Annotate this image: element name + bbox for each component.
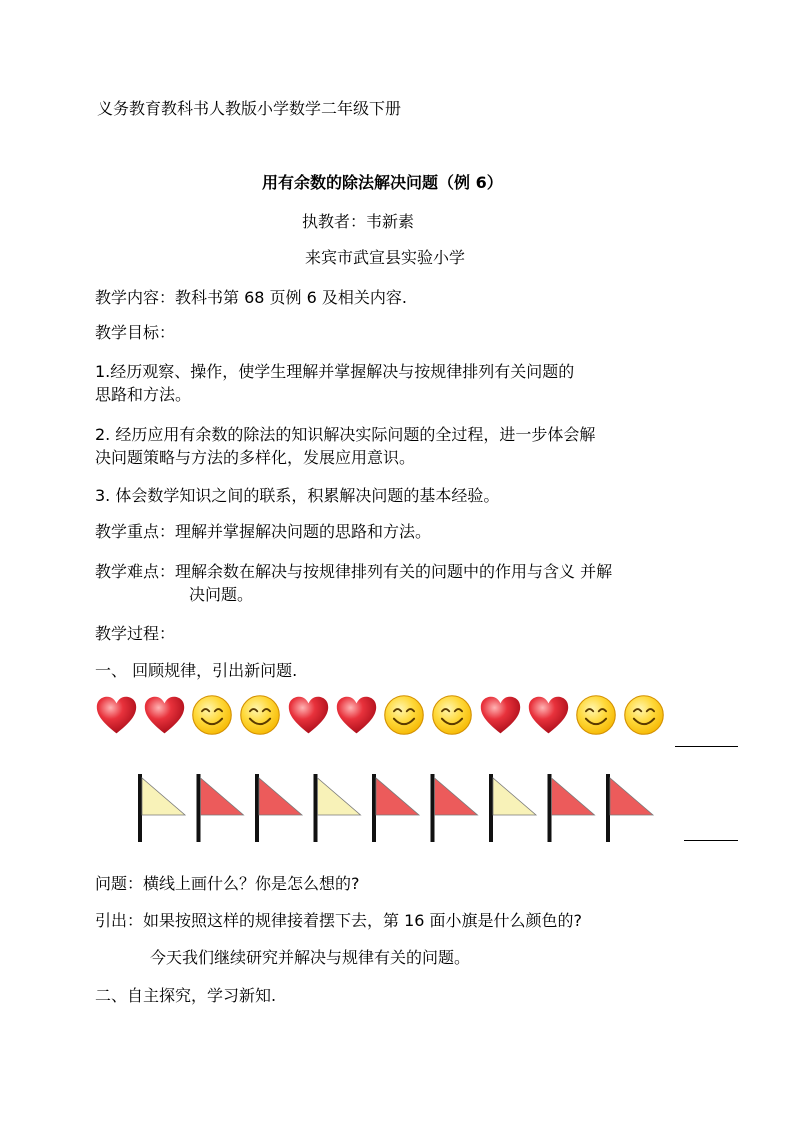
difficulty-line-2: 决问题。	[189, 585, 254, 604]
red-flag-icon	[372, 774, 419, 842]
section-1-heading: 一、 回顾规律，引出新问题.	[95, 661, 298, 680]
school-line: 来宾市武宣县实验小学	[305, 248, 466, 267]
smiley-icon	[238, 693, 286, 739]
heart-icon	[286, 693, 334, 739]
smiley-icon	[430, 693, 478, 739]
process-label: 教学过程：	[95, 624, 176, 643]
heart-icon	[142, 693, 190, 739]
smiley-icon	[382, 693, 430, 739]
teaching-content: 教学内容：教科书第 68 页例 6 及相关内容.	[95, 288, 407, 307]
goal-1-line-2: 思路和方法。	[95, 385, 192, 404]
red-flag-icon	[548, 774, 595, 842]
goal-2-line-1: 2. 经历应用有余数的除法的知识解决实际问题的全过程，进一步体会解	[95, 425, 596, 444]
goal-2-line-2: 决问题策略与方法的多样化，发展应用意识。	[95, 448, 416, 467]
smiley-icon	[622, 693, 670, 739]
section-2-heading: 二、自主探究，学习新知.	[95, 986, 277, 1005]
yellow-flag-icon	[314, 774, 361, 842]
smiley-icon	[574, 693, 622, 739]
yellow-flag-icon	[138, 774, 185, 842]
answer-blank-2	[684, 840, 738, 841]
yellow-flag-icon	[489, 774, 536, 842]
red-flag-icon	[255, 774, 302, 842]
lesson-title: 用有余数的除法解决问题（例 6）	[262, 173, 503, 192]
difficulty-line-1: 教学难点：理解余数在解决与按规律排列有关的问题中的作用与含义 并解	[95, 562, 613, 581]
flag-row	[130, 772, 670, 844]
teacher-line: 执教者：韦新素	[302, 212, 415, 231]
heart-icon	[526, 693, 574, 739]
key-point: 教学重点：理解并掌握解决问题的思路和方法。	[95, 522, 432, 541]
series-title: 义务教育教科书人教版小学数学二年级下册	[97, 99, 402, 118]
red-flag-icon	[197, 774, 244, 842]
heart-icon	[478, 693, 526, 739]
heart-icon	[94, 693, 142, 739]
pattern-row	[94, 693, 670, 739]
lead-line-2: 今天我们继续研究并解决与规律有关的问题。	[150, 948, 471, 967]
question-line: 问题：横线上画什么？你是怎么想的?	[95, 874, 360, 893]
goals-label: 教学目标：	[95, 323, 176, 342]
red-flag-icon	[431, 774, 478, 842]
answer-blank-1	[675, 746, 738, 747]
heart-icon	[334, 693, 382, 739]
red-flag-icon	[606, 774, 653, 842]
goal-3: 3. 体会数学知识之间的联系，积累解决问题的基本经验。	[95, 486, 500, 505]
smiley-icon	[190, 693, 238, 739]
lead-line: 引出：如果按照这样的规律接着摆下去，第 16 面小旗是什么颜色的?	[95, 911, 583, 930]
goal-1-line-1: 1.经历观察、操作，使学生理解并掌握解决与按规律排列有关问题的	[95, 362, 575, 381]
